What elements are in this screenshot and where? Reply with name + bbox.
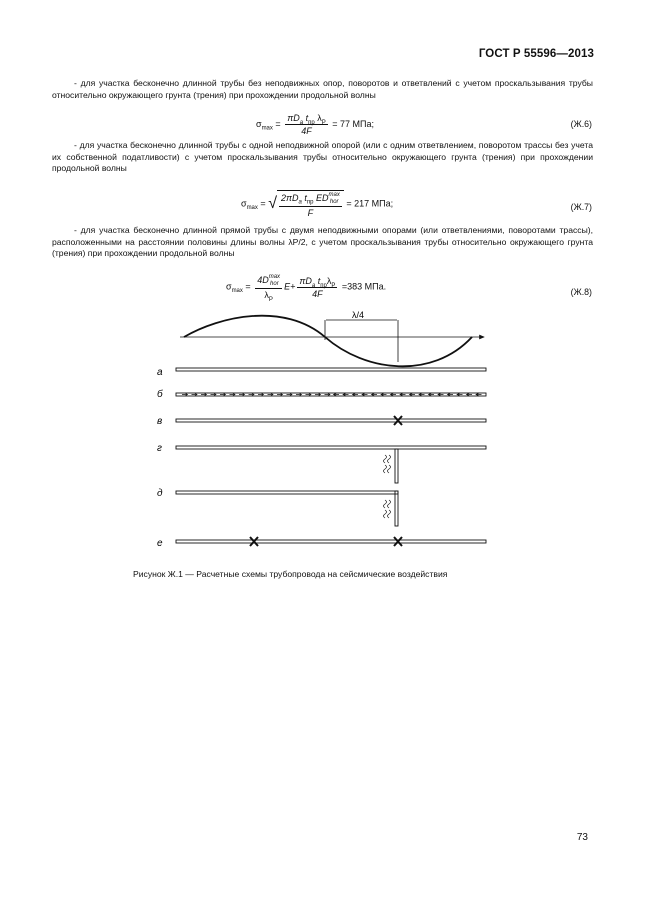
friction-arrow [353, 393, 359, 396]
equation-zh8-number: (Ж.8) [570, 287, 592, 297]
friction-arrow [239, 393, 245, 396]
scheme-g-branch [395, 449, 398, 483]
scheme-d-bend [395, 491, 398, 526]
friction-arrow [230, 393, 236, 396]
friction-arrow [249, 393, 255, 396]
scheme-e [157, 537, 486, 549]
wave-label: λ/4 [352, 310, 365, 320]
friction-arrow [287, 393, 293, 396]
paragraph-2-text: - для участка бесконечно длинной трубы с одной неподвижной опорой (или с одним ответвлением, поворотом трассы без учета их собственной податливости) с учетом проскальзывания трубы относительно окружающего грунта (трения) при прохождении продольной волны [52, 140, 593, 174]
scheme-v-label: в [157, 416, 163, 427]
scheme-g-soil-springs [384, 455, 391, 473]
scheme-b-label: б [157, 389, 163, 400]
scheme-e-pipe [176, 540, 486, 543]
friction-arrow [277, 393, 283, 396]
scheme-a-pipe [176, 368, 486, 371]
wave-curve [184, 316, 472, 367]
page-number: 73 [576, 832, 588, 843]
equation-zh6-fraction: $\frac{\pi D_a t_{пр} \lambda_P}{4F}$ [287, 113, 326, 136]
equation-zh7-number: (Ж.7) [570, 202, 592, 212]
paragraph-3-text: - для участка бесконечно длинной прямой трубы с двумя неподвижными опорами (или ответвлениями, поворотами трассы), расположенными на расстоянии половины длины волны λP/2, с учетом проскальзывания трубы относительно окружающего грунта (трения) при прохождении продольной волны [52, 225, 593, 259]
scheme-g-label: г [157, 443, 162, 454]
friction-arrow [372, 393, 378, 396]
scheme-e-fixed-support-left [250, 537, 258, 546]
scheme-b [157, 388, 486, 400]
friction-arrow [325, 393, 331, 396]
scheme-e-label: е [157, 538, 163, 549]
scheme-v [157, 416, 486, 427]
friction-arrow [381, 393, 387, 396]
friction-arrow [211, 393, 217, 396]
equation-zh7: $\sigma_{max}$ = √ $2\pi D_a$ $t_{пр}$ ED max hor F = 217 МПа; [241, 192, 394, 218]
friction-arrow [438, 393, 444, 396]
equation-zh7-fraction: $2\pi D_a$ $t_{пр}$ ED max hor F [280, 192, 340, 218]
equation-zh8: $\sigma_{max}$ = 4D max hor $\lambda_P$ E+ $\frac{\pi D_a t_{пр}\lambda_P}{4F}$ =383 МПа. [226, 274, 387, 303]
equation-zh8-fraction-1: 4D max hor $\lambda_P$ [257, 274, 281, 303]
scheme-a [157, 367, 486, 378]
friction-arrow [400, 393, 406, 396]
figure-caption: Рисунок Ж.1 — Расчетные схемы трубопровода на сейсмические воздействия [133, 569, 448, 579]
scheme-v-pipe [176, 419, 486, 422]
scheme-d-pipe [176, 491, 398, 494]
scheme-e-fixed-support-right [394, 537, 402, 546]
friction-arrow [258, 393, 264, 396]
friction-arrow [220, 393, 226, 396]
friction-arrow [391, 393, 397, 396]
scheme-a-label: а [157, 367, 163, 378]
friction-arrow [362, 393, 368, 396]
scheme-g-pipe [176, 446, 486, 449]
scheme-g [157, 443, 486, 483]
equation-zh6: $\sigma_{max}$ = $\frac{\pi D_a t_{пр} \lambda_P}{4F}$ = 77 МПа; [256, 113, 374, 136]
friction-arrow [476, 393, 482, 396]
document-header: ГОСТ Р 55596—2013 [478, 48, 594, 60]
friction-arrow [296, 393, 302, 396]
friction-arrow [343, 393, 349, 396]
equation-zh6-number: (Ж.6) [570, 119, 592, 129]
friction-arrow [268, 393, 274, 396]
friction-arrow [457, 393, 463, 396]
friction-arrow [201, 393, 207, 396]
scheme-b-friction-arrows [182, 393, 482, 396]
friction-arrow [315, 393, 321, 396]
friction-arrow [429, 393, 435, 396]
equation-zh8-fraction-2: $\frac{\pi D_a t_{пр}\lambda_P}{4F}$ [299, 275, 336, 299]
friction-arrow [192, 393, 198, 396]
paragraph-1-text: - для участка бесконечно длинной трубы без неподвижных опор, поворотов и ответвлений с учетом проскальзывания трубы относительно окружающего грунта (трения) при прохождении продольной волны [52, 78, 593, 100]
scheme-d [157, 488, 398, 526]
friction-arrow [334, 393, 340, 396]
scheme-d-soil-springs [384, 500, 391, 518]
friction-arrow [419, 393, 425, 396]
friction-arrow [448, 393, 454, 396]
scheme-v-fixed-support [394, 416, 402, 425]
scheme-d-label: д [157, 488, 163, 499]
friction-arrow [182, 393, 188, 396]
friction-arrow [306, 393, 312, 396]
friction-arrow [410, 393, 416, 396]
friction-arrow [467, 393, 473, 396]
